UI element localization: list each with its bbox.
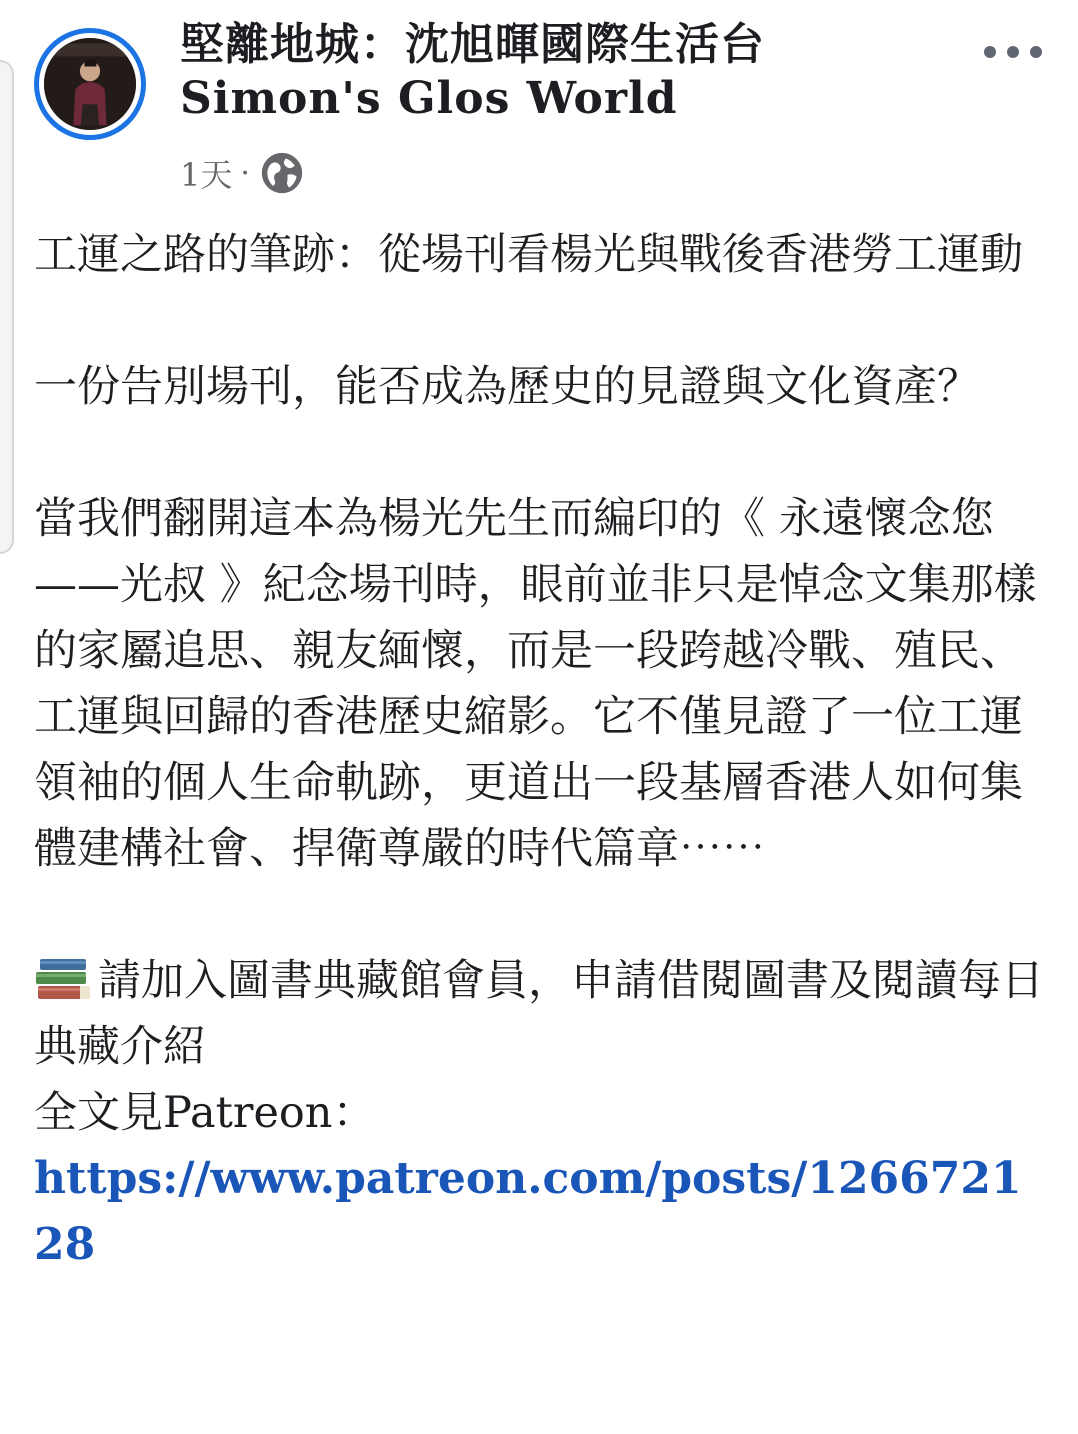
patreon-link[interactable]: https://www.patreon.com/posts/126672128 (34, 1153, 1022, 1270)
post-question: 一份告別場刊，能否成為歷史的見證與文化資產？ (34, 362, 980, 412)
full-text-label: 全文見Patreon： (34, 1088, 376, 1138)
cta-text: 請加入圖書典藏館會員，申請借閱圖書及閱讀每日典藏介紹 (34, 956, 1044, 1072)
post-paragraph: 當我們翻開這本為楊光先生而編印的《 永遠懷念您——光叔 》紀念場刊時，眼前並非只是悼念文集那樣的家屬追思、親友緬懷，而是一段跨越冷戰、殖民、工運與回歸的香港歷史縮影。它不僅見證了一位工運領袖的個人生命軌跡，更道出一段基層香港人如何集體建構社會、捍衛尊嚴的時代篇章⋯⋯ (34, 494, 1037, 874)
blank-line (34, 882, 1044, 948)
post-header (34, 18, 1054, 208)
more-dot (984, 46, 996, 58)
post-title: 工運之路的筆跡：從場刊看楊光與戰後香港勞工運動 (34, 230, 1023, 280)
books-icon (34, 953, 92, 1003)
post-body (34, 222, 1044, 1278)
blank-line (34, 420, 1044, 486)
person-silhouette-icon (44, 38, 136, 130)
blank-line (34, 288, 1044, 354)
page-avatar[interactable] (34, 28, 146, 140)
page-name[interactable]: 堅離地城：沈旭暉國際生活台 Simon's Glos World (180, 19, 765, 124)
more-dot (1007, 46, 1019, 58)
post-meta (180, 150, 304, 196)
side-panel-edge[interactable] (0, 60, 14, 554)
more-options-button[interactable] (984, 40, 1042, 64)
avatar-photo (44, 38, 136, 130)
more-dot (1030, 46, 1042, 58)
post-cta (34, 948, 1044, 1080)
post-timestamp[interactable]: 1天 (180, 156, 233, 194)
globe-icon[interactable] (260, 151, 304, 195)
meta-separator: · (240, 155, 250, 191)
